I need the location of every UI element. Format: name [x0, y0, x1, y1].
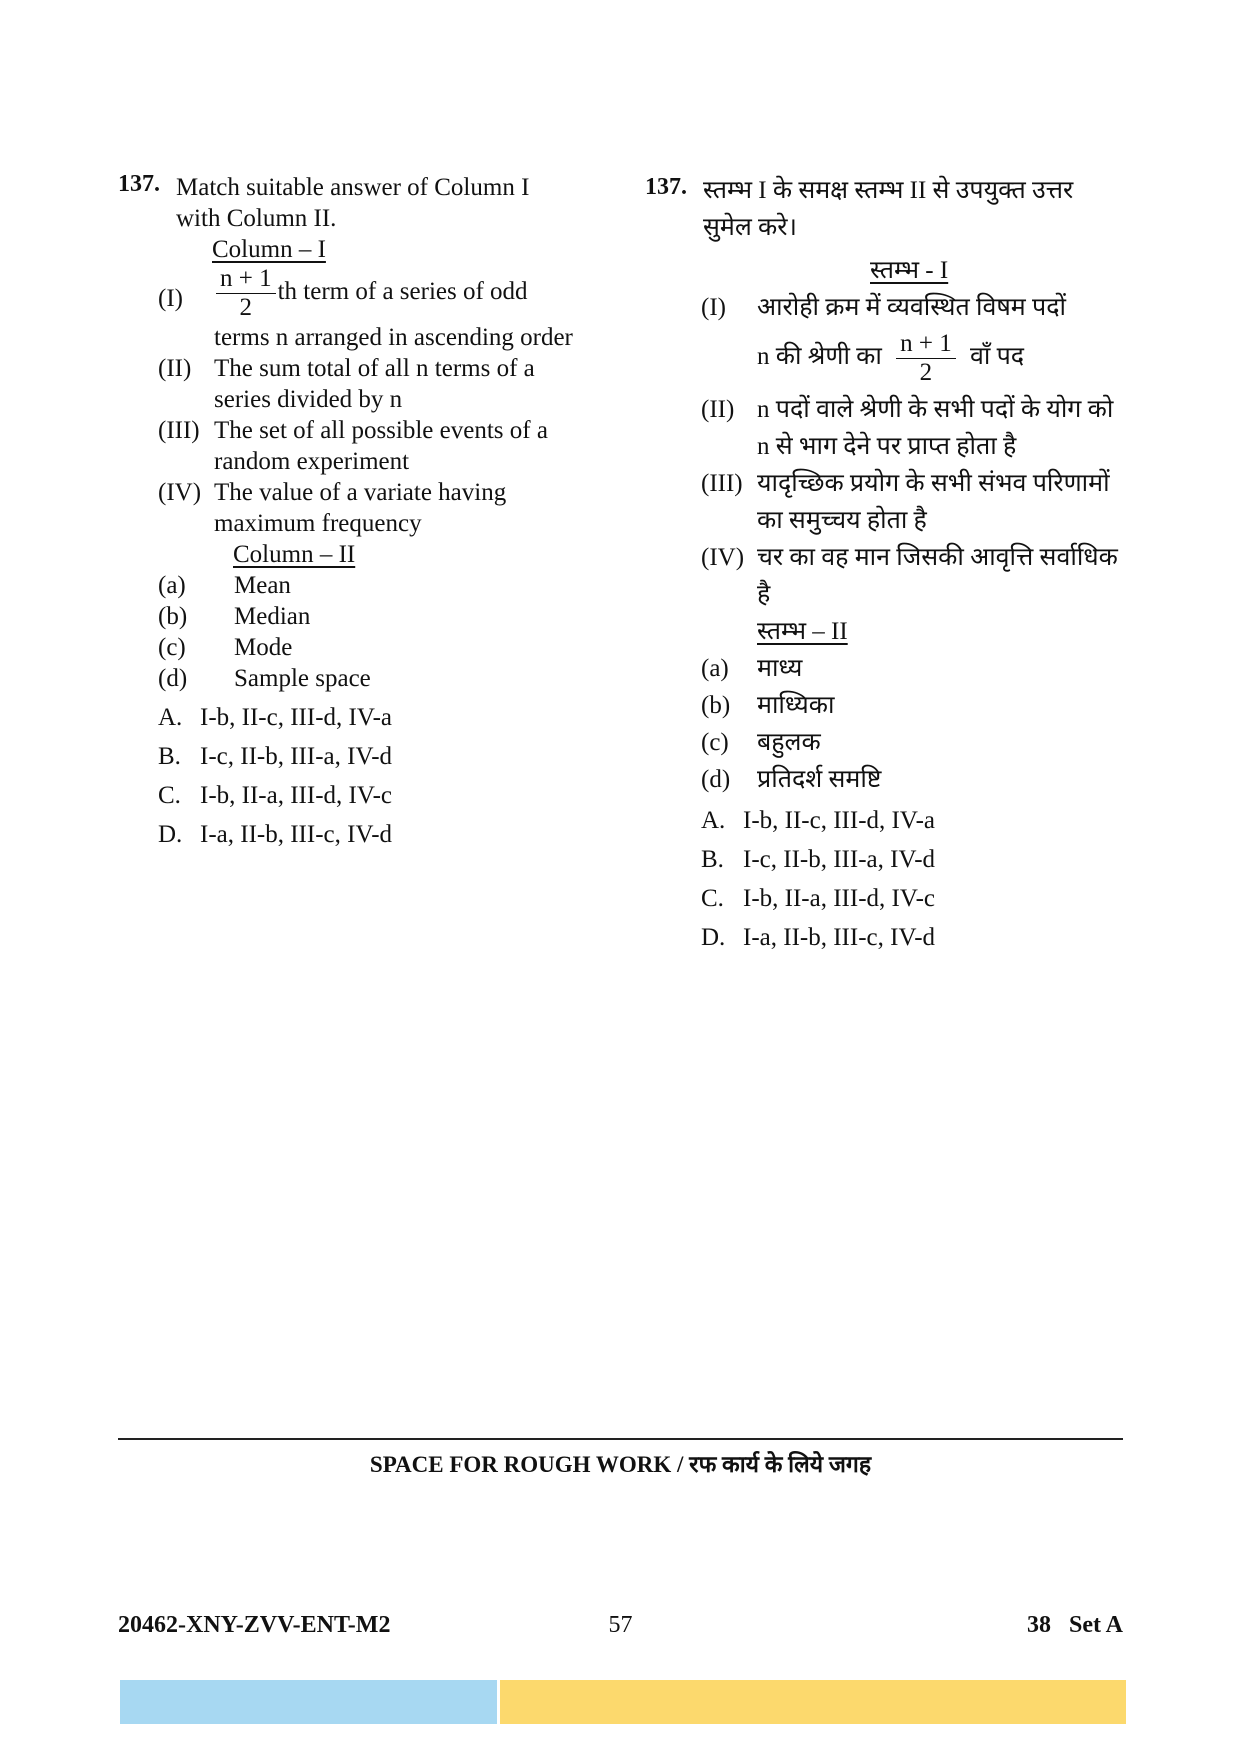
column-2-item: (b) Median	[158, 603, 311, 630]
question-english	[118, 172, 578, 858]
column-1-heading: स्तम्भ - I	[870, 257, 949, 284]
question-number: 137.	[118, 171, 160, 197]
column-2-item: (a) माध्य	[701, 655, 803, 682]
column-2-heading: स्तम्भ – II	[757, 618, 848, 645]
page-footer	[118, 1612, 1123, 1648]
question-stem	[645, 172, 1125, 246]
answer-option-a[interactable]: A. I-b, II-c, III-d, IV-a	[701, 807, 936, 834]
column-1-item: (II) The sum total of all n terms of a series divided by n	[158, 355, 535, 413]
fraction: $\frac{n + 1}{2}$	[896, 330, 956, 387]
question-hindi	[645, 172, 1125, 958]
column-1-item: (IV) चर का वह मान जिसकी आवृत्ति सर्वाधिक है	[701, 544, 1118, 608]
column-2-item: (d) प्रतिदर्श समष्टि	[701, 766, 882, 793]
column-2-item: (d) Sample space	[158, 665, 371, 692]
answer-option-d[interactable]: D. I-a, II-b, III-c, IV-d	[701, 924, 936, 951]
question-text: Match suitable answer of Column I with Column II.	[176, 174, 530, 232]
column-1-item: (I) $\frac{n + 1}{2}$ th term of a series of odd terms n arranged in ascending order	[158, 265, 573, 351]
footer-bar-left	[120, 1680, 497, 1724]
answer-option-c[interactable]: C. I-b, II-a, III-d, IV-c	[701, 885, 936, 912]
page-number: 57	[608, 1612, 633, 1638]
column-2-item: (a) Mean	[158, 572, 291, 599]
column-2-heading: Column – II	[233, 541, 356, 568]
footer-bar-right	[500, 1680, 1126, 1724]
answer-option-c[interactable]: C. I-b, II-a, III-d, IV-c	[158, 782, 393, 809]
rough-work-divider	[118, 1438, 1123, 1440]
column-2-item: (c) बहुलक	[701, 729, 821, 756]
rough-work-label: SPACE FOR ROUGH WORK / रफ कार्य के लिये जगह	[369, 1452, 872, 1477]
column-1-item: (III) यादृच्छिक प्रयोग के सभी संभव परिणामों का समुच्चय होता है	[701, 470, 1110, 534]
question-stem	[118, 172, 578, 234]
column-1-item: (III) The set of all possible events of a random experiment	[158, 417, 548, 475]
column-1-item: (IV) The value of a variate having maximum frequency	[158, 479, 507, 537]
column-2-item: (c) Mode	[158, 634, 293, 661]
paper-code: 20462-XNY-ZVV-ENT-M2	[118, 1612, 391, 1638]
column-1-heading: Column – I	[212, 236, 326, 263]
answer-option-d[interactable]: D. I-a, II-b, III-c, IV-d	[158, 821, 393, 848]
answer-option-b[interactable]: B. I-c, II-b, III-a, IV-d	[701, 846, 936, 873]
column-1-item: (II) n पदों वाले श्रेणी के सभी पदों के योग को n से भाग देने पर प्राप्त होता है	[701, 396, 1114, 460]
answer-option-a[interactable]: A. I-b, II-c, III-d, IV-a	[158, 704, 393, 731]
column-2-item: (b) माध्यिका	[701, 692, 835, 719]
question-text: स्तम्भ I के समक्ष स्तम्भ II से उपयुक्त उत्तर सुमेल करे।	[703, 177, 1074, 241]
answer-option-b[interactable]: B. I-c, II-b, III-a, IV-d	[158, 743, 393, 770]
set-info: 38 Set A	[1027, 1612, 1123, 1638]
fraction: $\frac{n + 1}{2}$	[216, 265, 276, 322]
question-number: 137.	[645, 174, 687, 200]
column-1-item: (I) आरोही क्रम में व्यवस्थित विषम पदों n की श्रेणी का $\frac{n + 1}{2}$ वाँ पद	[701, 294, 1066, 386]
